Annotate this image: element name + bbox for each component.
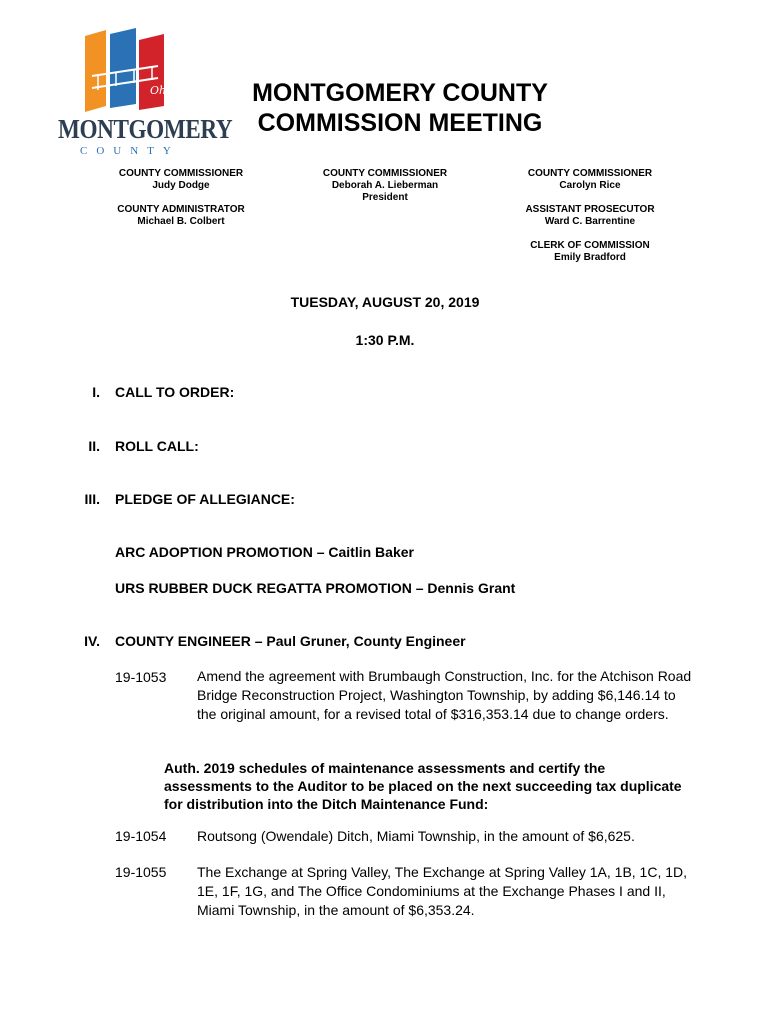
official-prosecutor xyxy=(505,204,675,228)
item-description: Amend the agreement with Brumbaugh Construction, Inc. for the Atchison Road Bridge Reconstruction Project, Washington Township, by adding $6,146.14 to the original amount, for a revised total of $316,353.14 due to change orders. xyxy=(197,668,692,722)
item-description: The Exchange at Spring Valley, The Exchange at Spring Valley 1A, 1B, 1C, 1D, 1E, 1F, 1G, and The Office Condominiums at the Exchange Phases I and II, Miami Township, in the amount of $6,353.24. xyxy=(197,864,688,918)
promotion-item: ARC ADOPTION PROMOTION – Caitlin Baker xyxy=(115,544,414,560)
official-commissioner-1 xyxy=(96,168,266,192)
official-name: Emily Bradford xyxy=(554,252,626,263)
official-role: COUNTY COMMISSIONER xyxy=(118,168,244,179)
logo-wordmark: MONTGOMERY xyxy=(58,114,233,144)
item-number: 19-1055 xyxy=(115,864,167,880)
official-name: Ward C. Barrentine xyxy=(544,216,636,227)
section-title: COUNTY ENGINEER – Paul Gruner, County Engineer xyxy=(115,633,466,649)
section-title: PLEDGE OF ALLEGIANCE: xyxy=(115,491,295,507)
promotion-item: URS RUBBER DUCK REGATTA PROMOTION – Dennis Grant xyxy=(115,580,516,596)
section-title: CALL TO ORDER: xyxy=(115,384,235,400)
official-role: COUNTY COMMISSIONER xyxy=(527,168,653,179)
section-number: II. xyxy=(88,438,100,454)
section-pledge xyxy=(66,491,666,511)
svg-text:Ohio: Ohio xyxy=(150,84,177,97)
official-name: Judy Dodge xyxy=(152,180,210,191)
logo-emblem-icon xyxy=(58,28,198,118)
section-call-to-order xyxy=(66,384,666,404)
title-line-1: MONTGOMERY COUNTY xyxy=(252,79,548,107)
montgomery-county-logo xyxy=(58,28,233,158)
section-number: III. xyxy=(84,491,100,507)
section-number: IV. xyxy=(84,633,100,649)
official-role: COUNTY COMMISSIONER xyxy=(322,168,448,179)
meeting-time: 1:30 P.M. xyxy=(355,332,415,348)
section-county-engineer xyxy=(66,633,706,653)
official-role: ASSISTANT PROSECUTOR xyxy=(525,204,655,215)
section-title: ROLL CALL: xyxy=(115,438,199,454)
meeting-date: TUESDAY, AUGUST 20, 2019 xyxy=(290,294,480,310)
page-title xyxy=(200,78,600,138)
logo-submark: COUNTY xyxy=(80,145,180,157)
item-number: 19-1054 xyxy=(115,828,167,844)
official-name: Deborah A. Lieberman xyxy=(331,180,439,191)
official-name: Michael B. Colbert xyxy=(137,216,225,227)
title-line-2: COMMISSION MEETING xyxy=(257,109,543,137)
official-role: COUNTY ADMINISTRATOR xyxy=(117,204,245,215)
official-commissioner-3 xyxy=(505,168,675,192)
official-name: Carolyn Rice xyxy=(559,180,621,191)
item-description: Routsong (Owendale) Ditch, Miami Township, in the amount of $6,625. xyxy=(197,828,635,844)
official-commissioner-president xyxy=(300,168,470,204)
official-clerk xyxy=(505,240,675,264)
section-number: I. xyxy=(92,384,100,400)
item-number: 19-1053 xyxy=(115,669,167,685)
section-roll-call xyxy=(66,438,666,458)
auth-note: Auth. 2019 schedules of maintenance assessments and certify the assessments to the Auditor to be placed on the next succeeding tax duplicate for distribution into the Ditch Maintenance Fund: xyxy=(164,760,682,812)
official-role: CLERK OF COMMISSION xyxy=(530,240,650,251)
official-title: President xyxy=(362,192,408,203)
official-administrator xyxy=(96,204,266,228)
